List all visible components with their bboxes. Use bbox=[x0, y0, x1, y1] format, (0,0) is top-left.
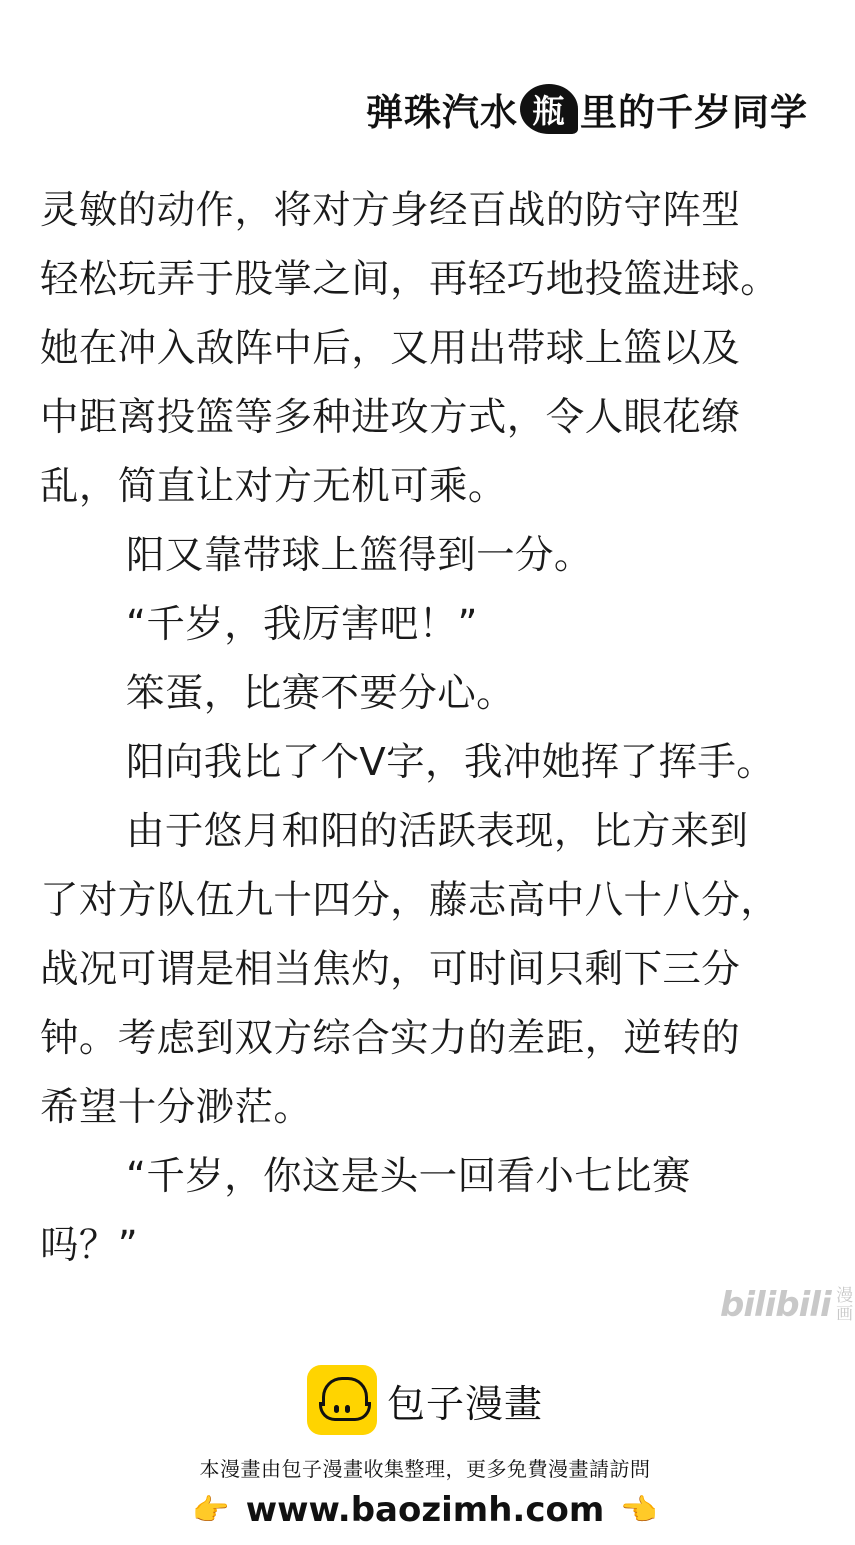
text-line: “千岁，你这是头一回看小七比赛 bbox=[126, 1154, 691, 1199]
text-line: 阳向我比了个V字，我冲她挥了挥手。 bbox=[126, 740, 776, 785]
text-line: “千岁，我厉害吧！” bbox=[126, 602, 478, 647]
brand-name: 包子漫畫 bbox=[386, 1381, 543, 1426]
text-line: 乱，简直让对方无机可乘。 bbox=[40, 464, 507, 509]
site-url-link[interactable]: www.baozimh.com bbox=[245, 1490, 605, 1530]
pointing-right-hand-icon: 👉 bbox=[192, 1492, 230, 1528]
footer-note: 本漫畫由包子漫畫收集整理，更多免費漫畫請訪問 bbox=[199, 1457, 651, 1481]
text-line: 中距离投篮等多种进攻方式，令人眼花缭 bbox=[40, 395, 741, 440]
text-line: 希望十分渺茫。 bbox=[40, 1085, 313, 1130]
text-line: 阳又靠带球上篮得到一分。 bbox=[126, 533, 593, 578]
bilibili-watermark bbox=[720, 1285, 855, 1325]
header-title-badge: 瓶 bbox=[520, 84, 578, 134]
text-line: 由于悠月和阳的活跃表现，比方来到 bbox=[126, 809, 749, 854]
pointing-left-hand-icon: 👈 bbox=[620, 1492, 658, 1528]
text-line: 钟。考虑到双方综合实力的差距，逆转的 bbox=[40, 1016, 741, 1061]
brand-row[interactable] bbox=[0, 1365, 850, 1435]
text-line: 笨蛋，比赛不要分心。 bbox=[126, 671, 516, 716]
text-line: 了对方队伍九十四分，藤志高中八十八分， bbox=[40, 878, 780, 923]
watermark-tag: 漫画 bbox=[836, 1286, 854, 1324]
page-header bbox=[366, 82, 808, 136]
site-footer bbox=[0, 1365, 850, 1530]
header-title-after: 里的千岁同学 bbox=[580, 90, 808, 134]
header-title-before: 弹珠汽水 bbox=[366, 90, 518, 134]
text-line: 她在冲入敌阵中后，又用出带球上篮以及 bbox=[40, 326, 741, 371]
url-row bbox=[0, 1490, 850, 1530]
text-line: 战况可谓是相当焦灼，可时间只剩下三分 bbox=[40, 947, 741, 992]
novel-text bbox=[40, 176, 830, 1280]
text-line: 灵敏的动作，将对方身经百战的防守阵型 bbox=[40, 188, 741, 233]
text-line: 吗？” bbox=[40, 1223, 139, 1268]
text-line: 轻松玩弄于股掌之间，再轻巧地投篮进球。 bbox=[40, 257, 780, 302]
steamed-bun-icon bbox=[307, 1365, 377, 1435]
bilibili-logo: bilibili bbox=[720, 1285, 831, 1325]
